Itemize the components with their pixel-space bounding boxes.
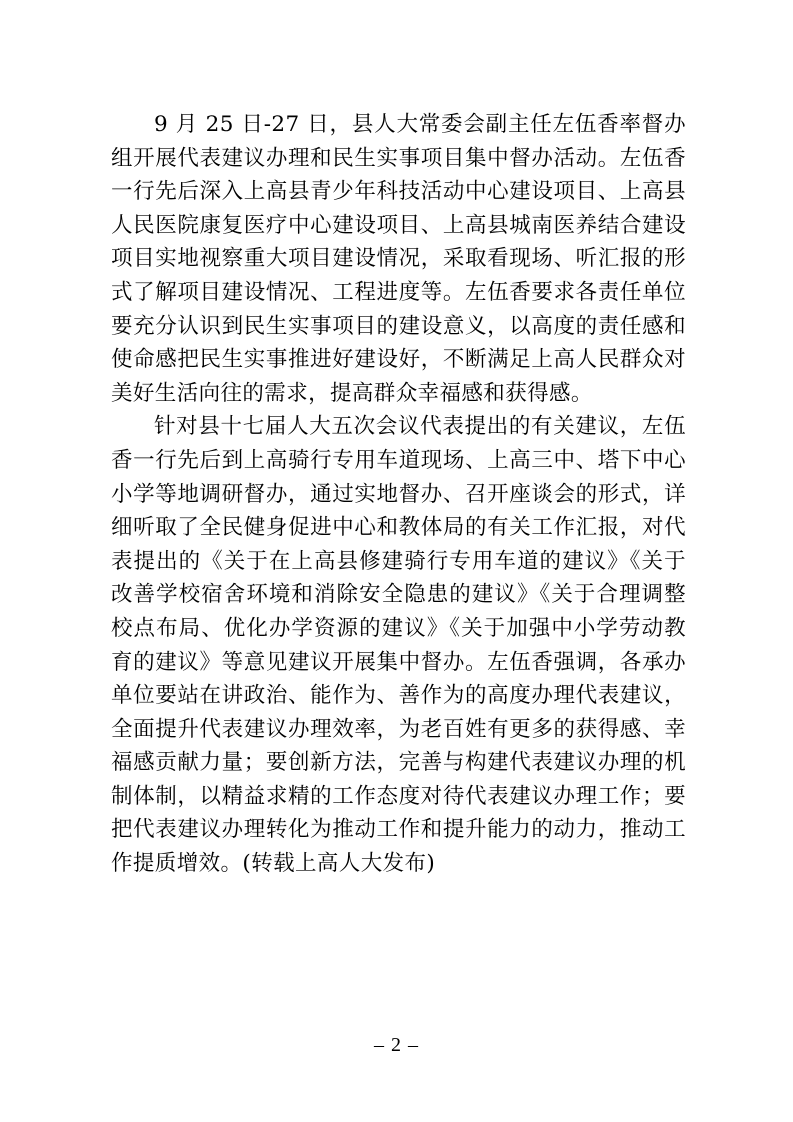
page-number: – 2 –	[374, 1034, 419, 1056]
paragraph-1: 9 月 25 日-27 日，县人大常委会副主任左伍香率督办组开展代表建议办理和民生实事项目集中督办活动。左伍香一行先后深入上高县青少年科技活动中心建设项目、上高县人民医院康复医疗中心建设项目、上高县城南医养结合建设项目实地视察重大项目建设情况，采取看现场、听汇报的形式了解项目建设情况、工程进度等。左伍香要求各责任单位要充分认识到民生实事项目的建设意义，以高度的责任感和使命感把民生实事推进好建设好，不断满足上高人民群众对美好生活向往的需求，提高群众幸福感和获得感。	[111, 112, 686, 406]
paragraph-2: 针对县十七届人大五次会议代表提出的有关建议，左伍香一行先后到上高骑行专用车道现场、上高三中、塔下中心小学等地调研督办，通过实地督办、召开座谈会的形式，详细听取了全民健身促进中心和教体局的有关工作汇报，对代表提出的《关于在上高县修建骑行专用车道的建议》《关于改善学校宿舍环境和消除安全隐患的建议》《关于合理调整校点布局、优化办学资源的建议》《关于加强中小学劳动教育的建议》等意见建议开展集中督办。左伍香强调，各承办单位要站在讲政治、能作为、善作为的高度办理代表建议，全面提升代表建议办理效率，为老百姓有更多的获得感、幸福感贡献力量；要创新方法，完善与构建代表建议办理的机制体制，以精益求精的工作态度对待代表建议办理工作；要把代表建议办理转化为推动工作和提升能力的动力，推动工作提质增效。(转载上高人大发布)	[111, 414, 686, 877]
article-body	[111, 108, 686, 881]
